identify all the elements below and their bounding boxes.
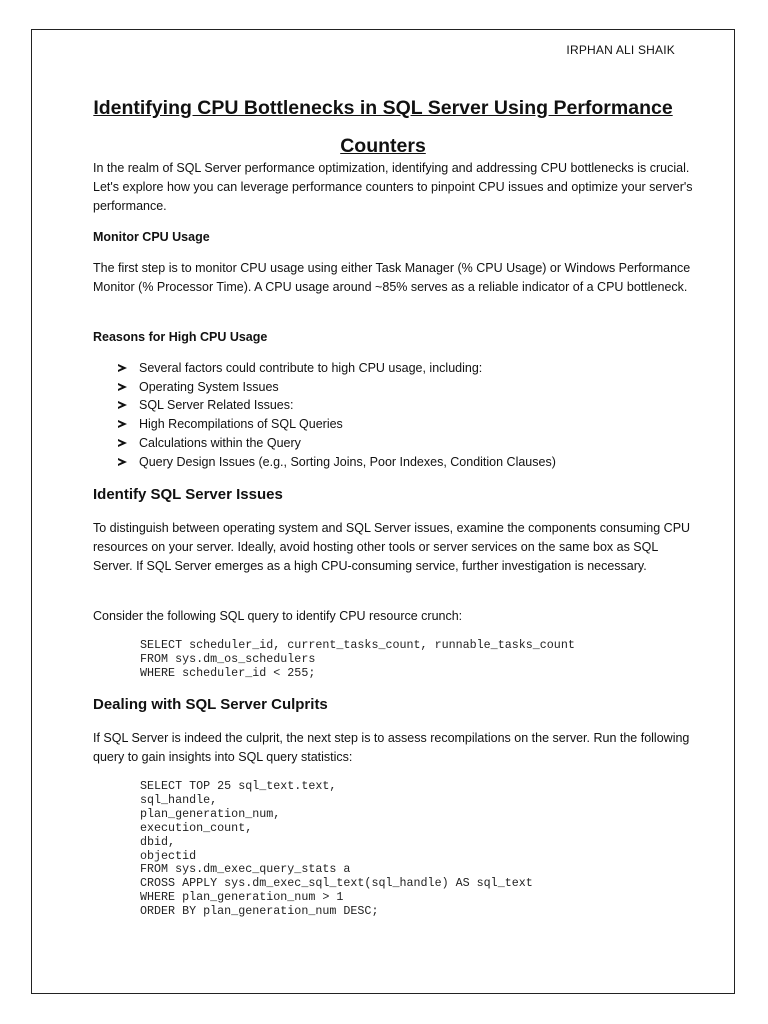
query-intro-block bbox=[93, 607, 693, 626]
arrowhead-bullet-icon bbox=[118, 439, 127, 447]
monitor-paragraph: The first step is to monitor CPU usage using either Task Manager (% CPU Usage) or Windows Performance Monitor (% Processor Time). A CPU usage around ~85% serves as a reliable indicator of a CPU bottleneck. bbox=[93, 261, 691, 294]
culprits-heading: Dealing with SQL Server Culprits bbox=[93, 696, 328, 713]
reasons-section bbox=[93, 328, 693, 347]
sql-code-query-stats: SELECT TOP 25 sql_text.text, sql_handle, plan_generation_num, execution_count, dbid, objectid FROM sys.dm_exec_query_stats a CROSS APPLY sys.dm_exec_sql_text(sql_handle) AS sql_text WHERE plan_generation_num > 1 ORDER BY plan_generation_num DESC; bbox=[140, 779, 533, 919]
arrowhead-bullet-icon bbox=[118, 401, 127, 409]
arrowhead-bullet-icon bbox=[118, 383, 127, 391]
reasons-list-block bbox=[93, 359, 693, 471]
reasons-list bbox=[93, 359, 693, 471]
author-name: IRPHAN ALI SHAIK bbox=[566, 43, 675, 57]
query-intro: Consider the following SQL query to identify CPU resource crunch: bbox=[93, 609, 463, 623]
list-item: SQL Server Related Issues: bbox=[118, 396, 693, 415]
intro-paragraph: In the realm of SQL Server performance optimization, identifying and addressing CPU bottlenecks is crucial. Let's explore how you can leverage performance counters to pinpoint CPU issues and optimize your server's performance. bbox=[93, 161, 693, 213]
arrowhead-bullet-icon bbox=[118, 458, 127, 466]
page-title: Identifying CPU Bottlenecks in SQL Server Using Performance Counters bbox=[93, 97, 673, 157]
list-item: Calculations within the Query bbox=[118, 434, 693, 453]
culprits-paragraph: If SQL Server is indeed the culprit, the next step is to assess recompilations on the server. Run the following query to gain insights into SQL query statistics: bbox=[93, 731, 690, 764]
monitor-text-block bbox=[93, 259, 693, 297]
document-page bbox=[31, 29, 735, 994]
intro-paragraph-block bbox=[93, 159, 693, 216]
culprits-section bbox=[93, 695, 693, 715]
monitor-section bbox=[93, 228, 693, 247]
culprits-text-block bbox=[93, 729, 693, 767]
code-block-1 bbox=[93, 639, 733, 681]
reasons-heading: Reasons for High CPU Usage bbox=[93, 330, 268, 344]
arrowhead-bullet-icon bbox=[118, 364, 127, 372]
identify-paragraph: To distinguish between operating system and SQL Server issues, examine the components consuming CPU resources on your server. Ideally, avoid hosting other tools or server services on the same box as SQL Server. If SQL Server emerges as a high CPU-consuming service, further investigation is necessary. bbox=[93, 521, 691, 573]
list-item: Several factors could contribute to high CPU usage, including: bbox=[118, 359, 693, 378]
sql-code-schedulers: SELECT scheduler_id, current_tasks_count, runnable_tasks_count FROM sys.dm_os_schedulers WHERE scheduler_id < 255; bbox=[140, 638, 575, 680]
list-item: High Recompilations of SQL Queries bbox=[118, 415, 693, 434]
identify-section bbox=[93, 485, 693, 505]
identify-heading: Identify SQL Server Issues bbox=[93, 486, 283, 503]
identify-text-block bbox=[93, 519, 693, 576]
arrowhead-bullet-icon bbox=[118, 420, 127, 428]
list-item: Operating System Issues bbox=[118, 378, 693, 397]
code-block-2 bbox=[93, 780, 733, 919]
list-item: Query Design Issues (e.g., Sorting Joins, Poor Indexes, Condition Clauses) bbox=[118, 453, 693, 472]
monitor-heading: Monitor CPU Usage bbox=[93, 230, 210, 244]
